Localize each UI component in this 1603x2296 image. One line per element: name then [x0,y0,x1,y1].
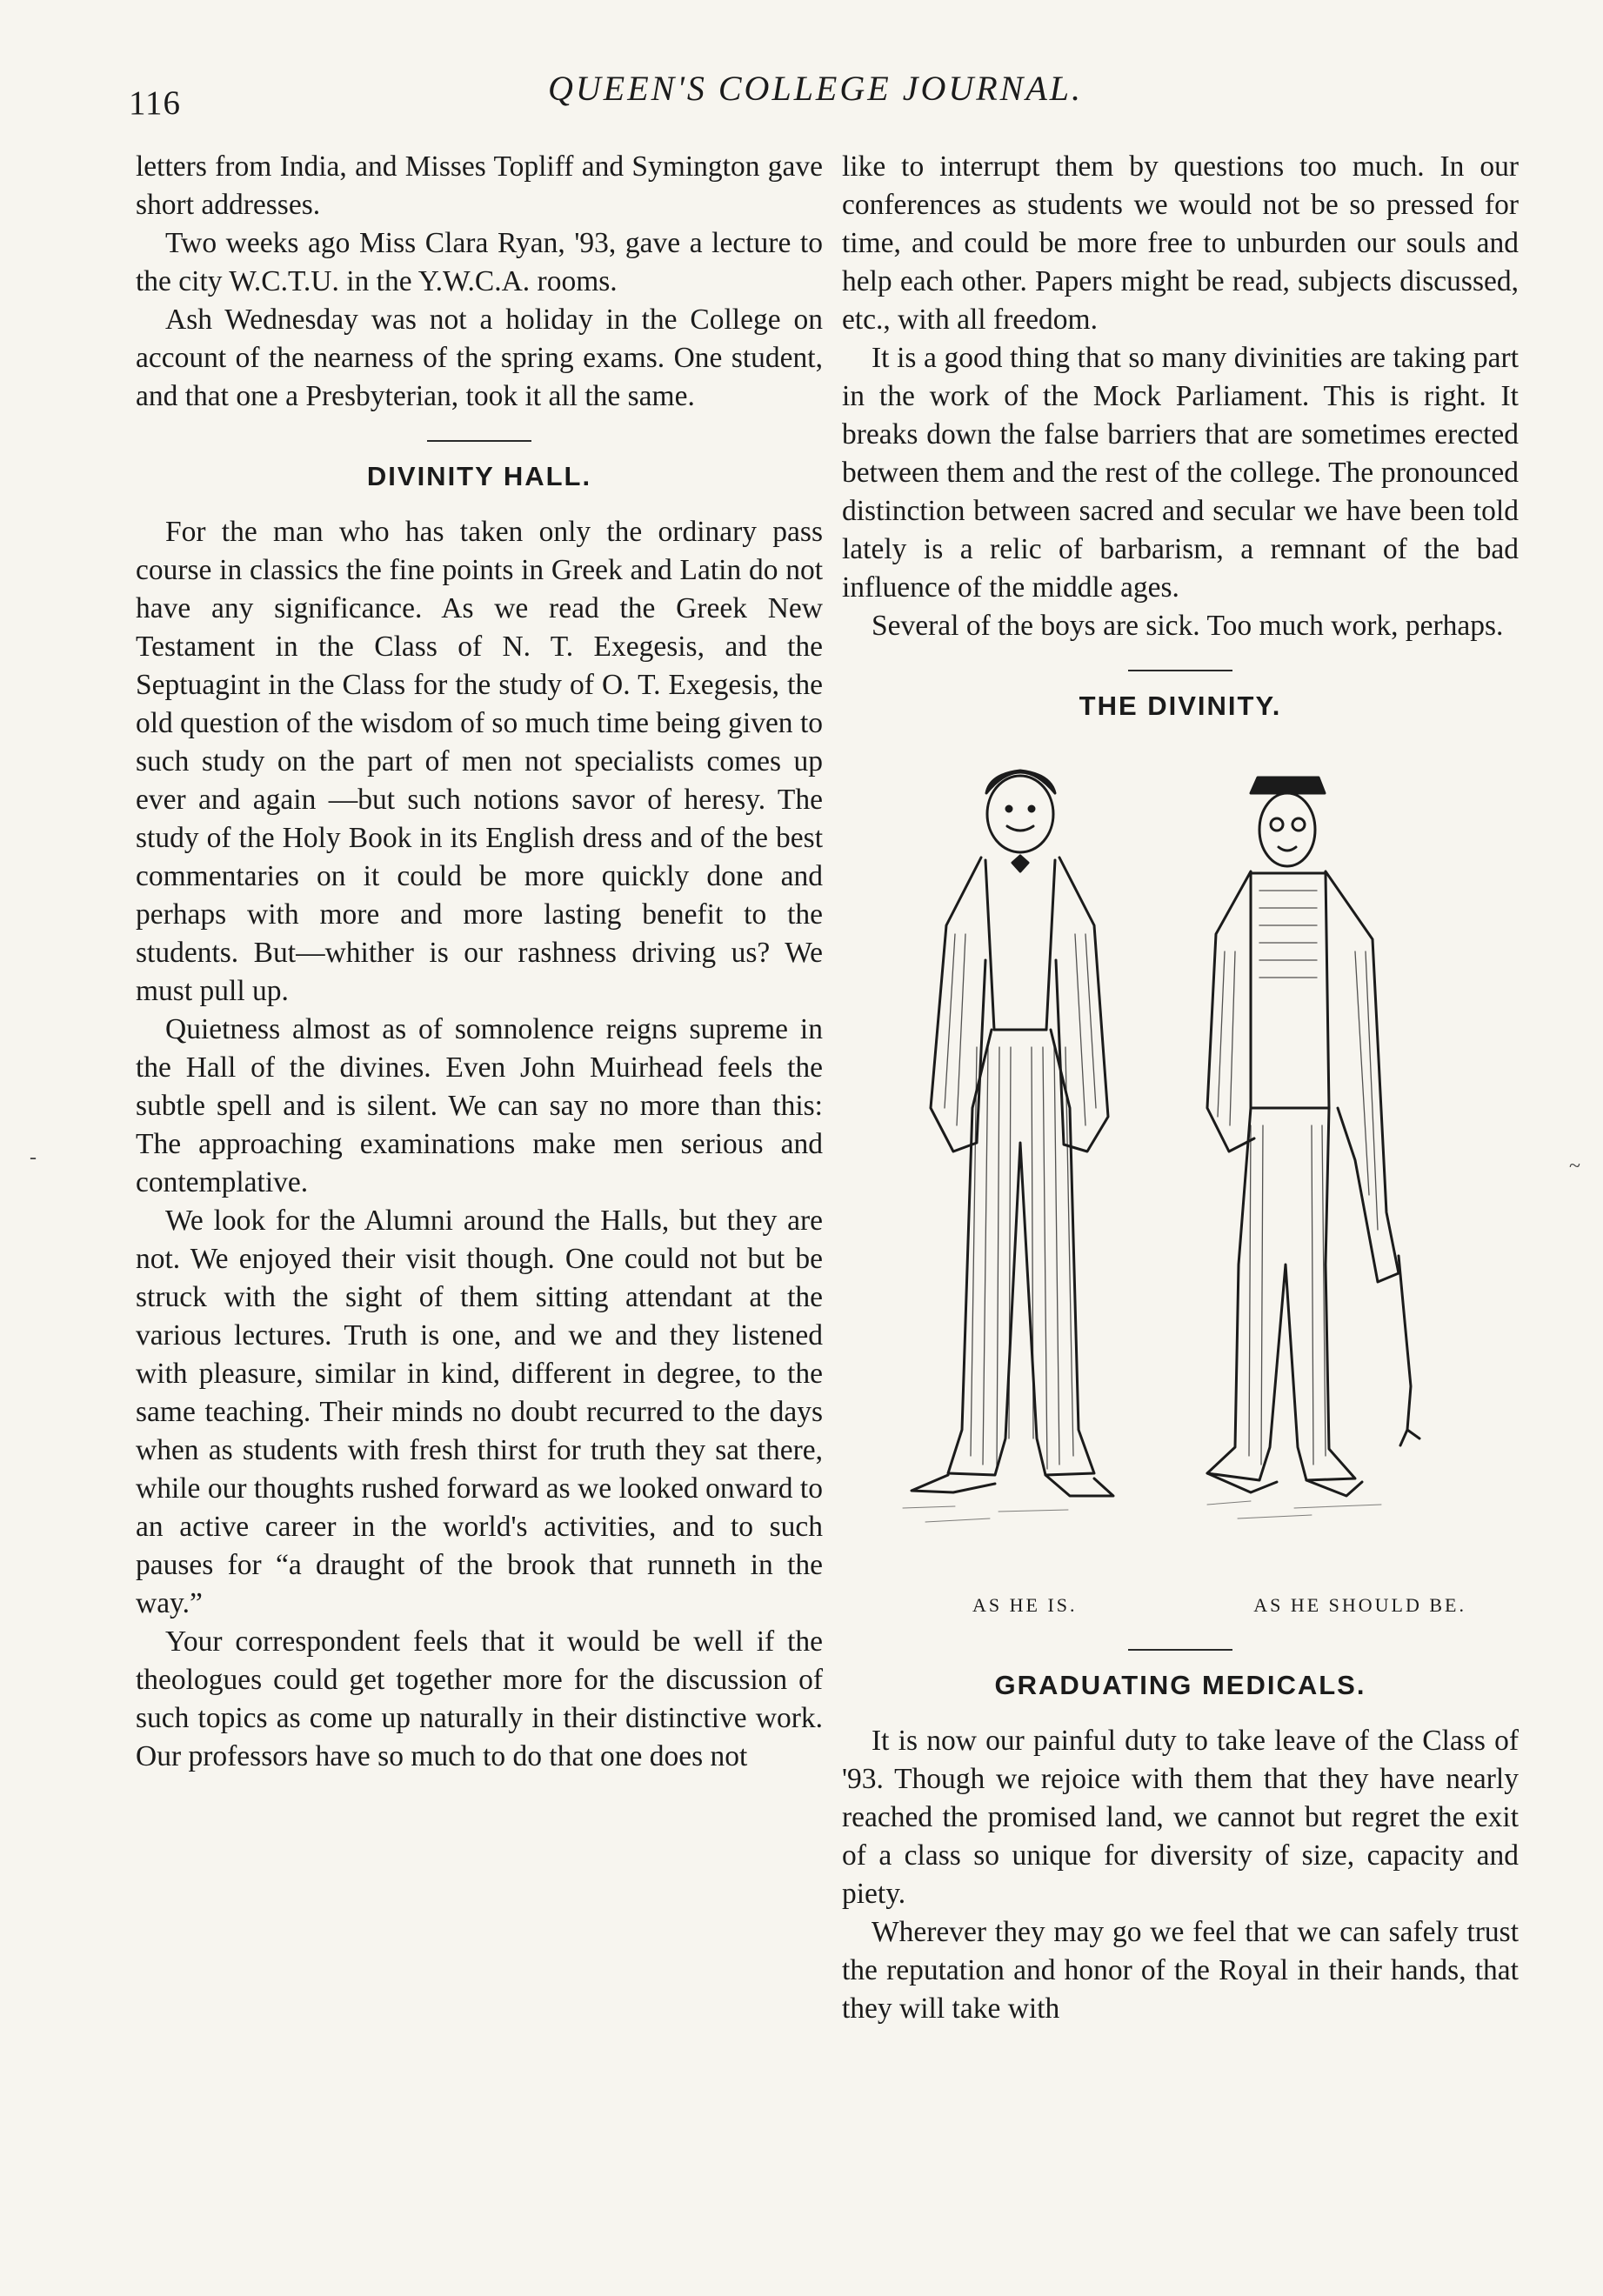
intro-paragraph-2: Two weeks ago Miss Clara Ryan, '93, gave a lecture to the city W.C.T.U. in the Y.W.C.A. rooms. [136,227,823,297]
continued-paragraph: like to interrupt them by questions too much. In our conferences as students we would not be so pressed for time, and could be more free to unburden our souls and help each other. Papers might be read, subjects discussed, etc., with all freedom. [842,150,1519,336]
medicals-paragraph-2: Wherever they may go we feel that we can safely trust the reputation and honor of the Royal in their hands, that they will take with [842,1916,1519,2025]
cartoon-drawing [842,743,1519,1583]
divinity-paragraph-4: Your correspondent feels that it would be well if the theologues could get together more for the discussion of such topics as come up naturally in their distinctive work. Our professors have so much to do that one does not [136,1625,823,1772]
margin-mark-left: - [30,1146,37,1169]
section-divider [427,440,531,442]
right-column [842,148,1519,2028]
divinity-hall-heading: DIVINITY HALL. [366,461,592,491]
section-divider [1128,1649,1232,1651]
graduating-medicals-heading: GRADUATING MEDICALS. [994,1670,1366,1700]
divinity-paragraph-1: For the man who has taken only the ordinary pass course in classics the fine points in Greek and Latin do not have any significance. As we read the Greek New Testament in the Class of N. T. Exegesis, and the Septuagint in the Class for the study of O. T. Exegesis, the old question of the wisdom of so much time being given to such study on the part of men not specialists comes up ever and again —but such notions savor of heresy. The study of the Holy Book in its English dress and of the best commentaries on it could be more quickly done and perhaps with more and more lasting benefit to the students. But—whither is our rashness driving us? We must pull up. [136,516,823,1007]
sick-boys-paragraph: Several of the boys are sick. Too much work, perhaps. [872,610,1504,642]
intro-paragraph-1: letters from India, and Misses Topliff and Symington gave short addresses. [136,150,823,221]
divinity-paragraph-2: Quietness almost as of somnolence reigns supreme in the Hall of the divines. Even John Muirhead feels the subtle spell and is silent. We can say no more than this: The approaching examinations make men serious and contemplative. [136,1013,823,1198]
divinity-paragraph-3: We look for the Alumni around the Halls, but they are not. We enjoyed their visit though. One could not but be struck with the sight of them sitting attendant at the various lectures. Truth is one, and we and they listened with pleasure, similar in kind, different in degree, to the same teaching. Their minds no doubt recurred to the days when as students with fresh thirst for truth they sat there, while our thoughts rushed forward as we looked onward to an active career in the world's activities, and to such pauses for “a draught of the brook that runneth in the way.” [136,1205,823,1619]
left-column [136,148,823,1776]
running-title: QUEEN'S COLLEGE JOURNAL. [548,69,1084,108]
section-divider [1128,670,1232,671]
the-divinity-heading: THE DIVINITY. [1079,691,1282,721]
illustration-captions [842,1586,1519,1625]
margin-mark-right: ~ [1569,1155,1580,1178]
caption-as-he-is: AS HE IS. [972,1594,1078,1616]
page-number: 116 [129,84,182,122]
caption-as-he-should-be: AS HE SHOULD BE. [1253,1594,1466,1616]
medicals-paragraph-1: It is now our painful duty to take leave of the Class of '93. Though we rejoice with them that they have nearly reached the promised land, we cannot but regret the exit of a class so unique for diversity of size, capacity and piety. [842,1725,1519,1910]
divinity-cartoon-illustration [842,743,1519,1583]
figure-as-he-is [912,771,1113,1496]
mock-parliament-paragraph: It is a good thing that so many divinities are taking part in the work of the Mock Parliament. This is right. It breaks down the false barriers that are sometimes erected between them and the rest of the college. The pronounced distinction between sacred and secular we have been told lately is a relic of barbarism, a remnant of the bad influence of the middle ages. [842,342,1519,604]
page-header [0,54,1603,132]
intro-paragraph-3: Ash Wednesday was not a holiday in the College on account of the nearness of the spring exams. One student, and that one a Presbyterian, took it all the same. [136,304,823,412]
